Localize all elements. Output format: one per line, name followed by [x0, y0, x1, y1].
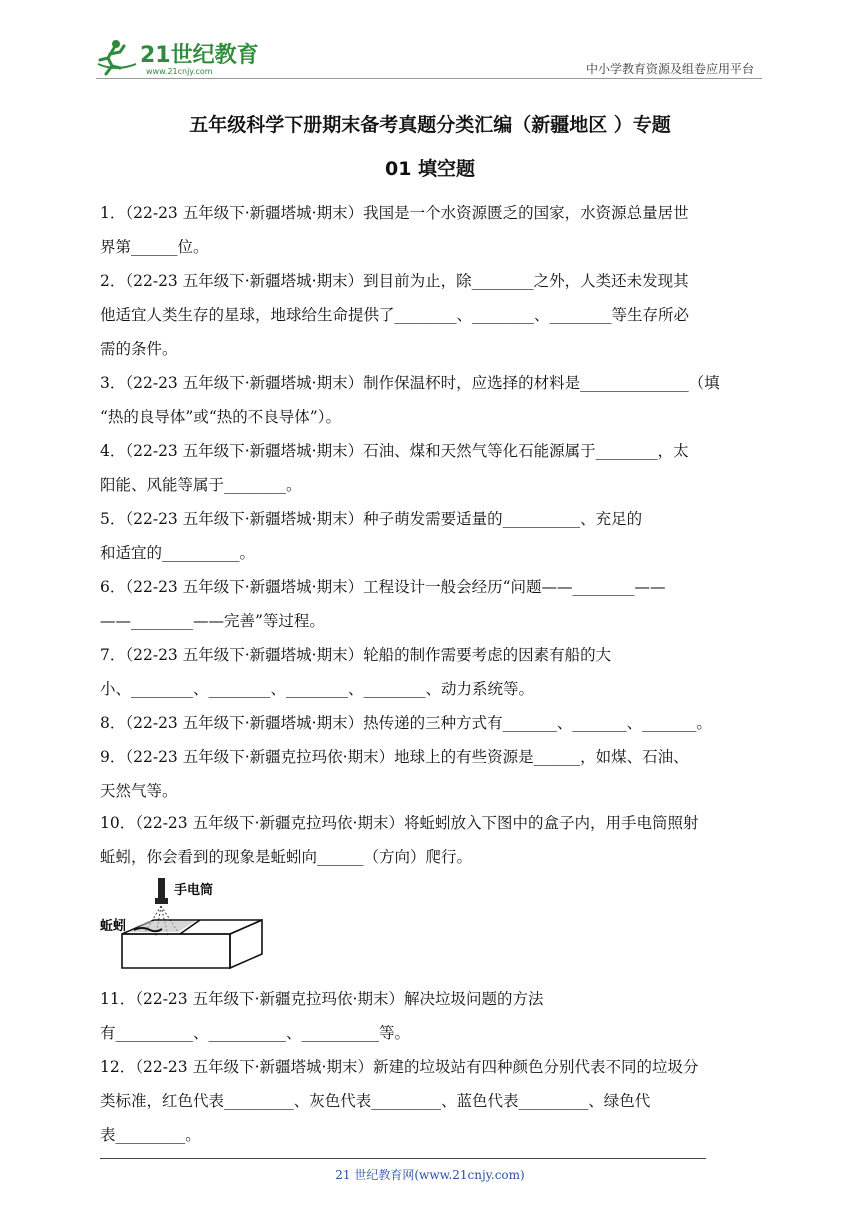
question-item [100, 264, 766, 366]
question-line: 8．（22-23 五年级下·新疆塔城·期末）热传递的三种方式有_______、_______、_______。 [100, 714, 712, 732]
question-item [100, 196, 766, 264]
question-line: 3．（22-23 五年级下·新疆塔城·期末）制作保温杯时，应选择的材料是______________（填 [100, 374, 720, 392]
section-title: 01 填空题 [384, 158, 476, 180]
question-line: 1．（22-23 五年级下·新疆塔城·期末）我国是一个水资源匮乏的国家，水资源总量居世 [100, 204, 689, 222]
question-item [100, 706, 766, 740]
svg-text:www.21cnjy.com: www.21cnjy.com [146, 67, 213, 76]
question-line: 天然气等。 [100, 782, 178, 800]
question-line: 7．（22-23 五年级下·新疆塔城·期末）轮船的制作需要考虑的因素有船的大 [100, 646, 612, 664]
question-line: 10．（22-23 五年级下·新疆克拉玛依·期末）将蚯蚓放入下图中的盒子内，用手电筒照射 [100, 814, 699, 832]
footer-divider [100, 1158, 706, 1159]
question-item [100, 740, 766, 808]
question-line: 界第______位。 [100, 238, 209, 256]
runner-logo-icon [96, 36, 266, 78]
question-line: 类标准，红色代表_________、灰色代表_________、蓝色代表_________、绿色代 [100, 1092, 651, 1110]
question-item [100, 434, 766, 502]
question-line: 和适宜的__________。 [100, 544, 256, 562]
svg-text:手电筒: 手电筒 [174, 883, 214, 898]
question-line: 蚯蚓，你会看到的现象是蚯蚓向______（方向）爬行。 [100, 848, 473, 866]
footer-link[interactable]: 21 世纪教育网(www.21cnjy.com) [335, 1168, 525, 1182]
earthworm-experiment-diagram [100, 872, 270, 970]
platform-label: 中小学教育资源及组卷应用平台 [585, 62, 754, 76]
question-line: 12．（22-23 五年级下·新疆塔城·期末）新建的垃圾站有四种颜色分别代表不同的垃圾分 [100, 1058, 699, 1076]
page-title: 五年级科学下册期末备考真题分类汇编（新疆地区 ）专题 [189, 114, 671, 136]
question-line: 2．（22-23 五年级下·新疆塔城·期末）到目前为止，除________之外，人类还未发现其 [100, 272, 689, 290]
question-line: 表_________。 [100, 1126, 201, 1144]
question-line: 9．（22-23 五年级下·新疆克拉玛依·期末）地球上的有些资源是______，如煤、石油、 [100, 748, 689, 766]
question-item [100, 638, 766, 706]
question-line: 6．（22-23 五年级下·新疆塔城·期末）工程设计一般会经历“问题——________—— [100, 578, 666, 596]
question-line: 需的条件。 [100, 340, 178, 358]
question-line: 11．（22-23 五年级下·新疆克拉玛依·期末）解决垃圾问题的方法 [100, 990, 544, 1008]
question-line: 5．（22-23 五年级下·新疆塔城·期末）种子萌发需要适量的__________、充足的 [100, 510, 643, 528]
question-line: ——________——完善”等过程。 [100, 612, 325, 630]
page-header [96, 36, 762, 80]
header-divider [96, 78, 762, 79]
question-item [100, 570, 766, 638]
question-line: 4．（22-23 五年级下·新疆塔城·期末）石油、煤和天然气等化石能源属于________，太 [100, 442, 689, 460]
question-line: 有__________、__________、__________等。 [100, 1024, 411, 1042]
flashlight-icon [158, 878, 165, 900]
svg-text:蚯蚓: 蚯蚓 [100, 919, 127, 934]
question-line: 小、________、________、________、________、动力系统等。 [100, 680, 535, 698]
question-item [100, 1050, 766, 1152]
question-line: 阳能、风能等属于________。 [100, 476, 302, 494]
site-logo[interactable] [96, 36, 266, 78]
question-line: 他适宜人类生存的星球，地球给生命提供了________、________、________等生存所必 [100, 306, 690, 324]
question-line: “热的良导体”或“热的不良导体”）。 [100, 408, 341, 426]
question-item [100, 366, 766, 434]
question-item [100, 502, 766, 570]
earthworm-box-figure [100, 872, 270, 970]
question-item [100, 982, 766, 1050]
question-item [100, 806, 766, 874]
svg-text:21世纪教育: 21世纪教育 [140, 43, 259, 68]
